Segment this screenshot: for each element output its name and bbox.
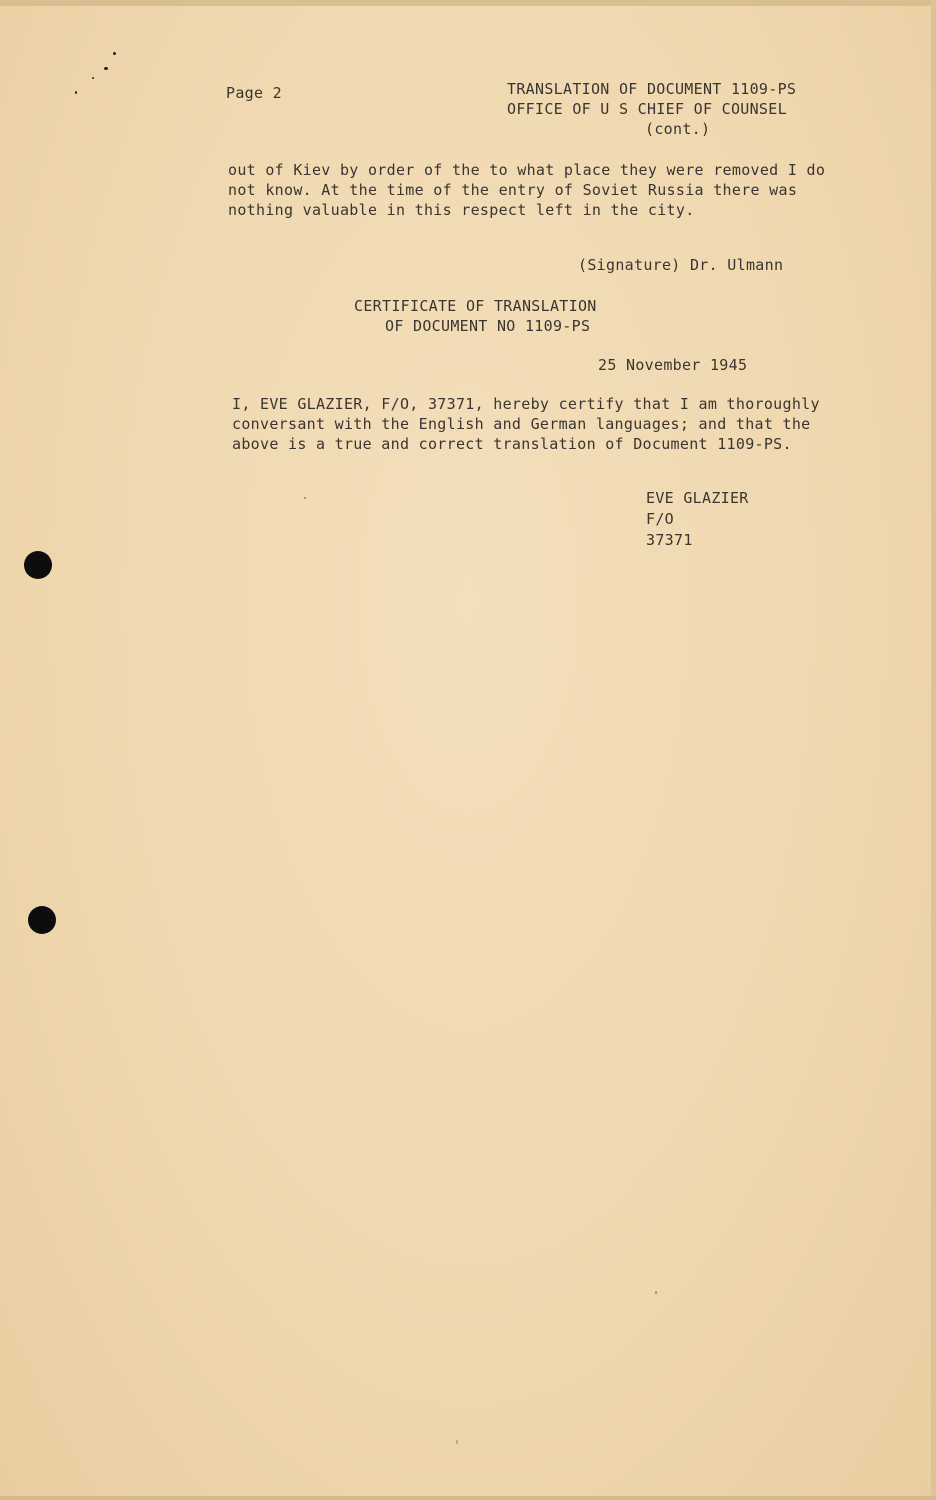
paper-edge-top — [0, 0, 936, 6]
original-signature: (Signature) Dr. Ulmann — [578, 256, 784, 274]
certificate-heading: CERTIFICATE OF TRANSLATION — [354, 297, 597, 315]
paper-edge-bottom — [0, 1496, 936, 1500]
ink-speck — [113, 52, 116, 55]
continued-label: (cont.) — [645, 120, 711, 138]
ink-speck — [75, 91, 77, 94]
body-paragraph-line: not know. At the time of the entry of Soviet Russia there was — [228, 181, 798, 199]
certificate-subheading: OF DOCUMENT NO 1109-PS — [385, 317, 591, 335]
punch-hole — [24, 551, 52, 579]
ink-speck — [104, 67, 108, 70]
translator-number: 37371 — [646, 531, 693, 549]
document-title: TRANSLATION OF DOCUMENT 1109-PS — [507, 80, 797, 98]
translator-rank: F/O — [646, 510, 674, 528]
translator-name: EVE GLAZIER — [646, 489, 749, 507]
punch-hole — [28, 906, 56, 934]
paper-edge-right — [931, 0, 936, 1500]
office-title: OFFICE OF U S CHIEF OF COUNSEL — [507, 100, 787, 118]
certificate-text-line: above is a true and correct translation of Document 1109-PS. — [232, 435, 792, 453]
body-paragraph-line: nothing valuable in this respect left in the city. — [228, 201, 695, 219]
page-number-label: Page 2 — [226, 84, 282, 102]
ink-speck — [92, 77, 94, 79]
ink-speck — [655, 1291, 657, 1294]
certificate-text-line: I, EVE GLAZIER, F/O, 37371, hereby certify that I am thoroughly — [232, 395, 820, 413]
certificate-date: 25 November 1945 — [598, 356, 748, 374]
body-paragraph-line: out of Kiev by order of the to what place they were removed I do — [228, 161, 826, 179]
ink-speck — [304, 497, 306, 499]
certificate-text-line: conversant with the English and German languages; and that the — [232, 415, 811, 433]
ink-speck — [456, 1440, 458, 1444]
